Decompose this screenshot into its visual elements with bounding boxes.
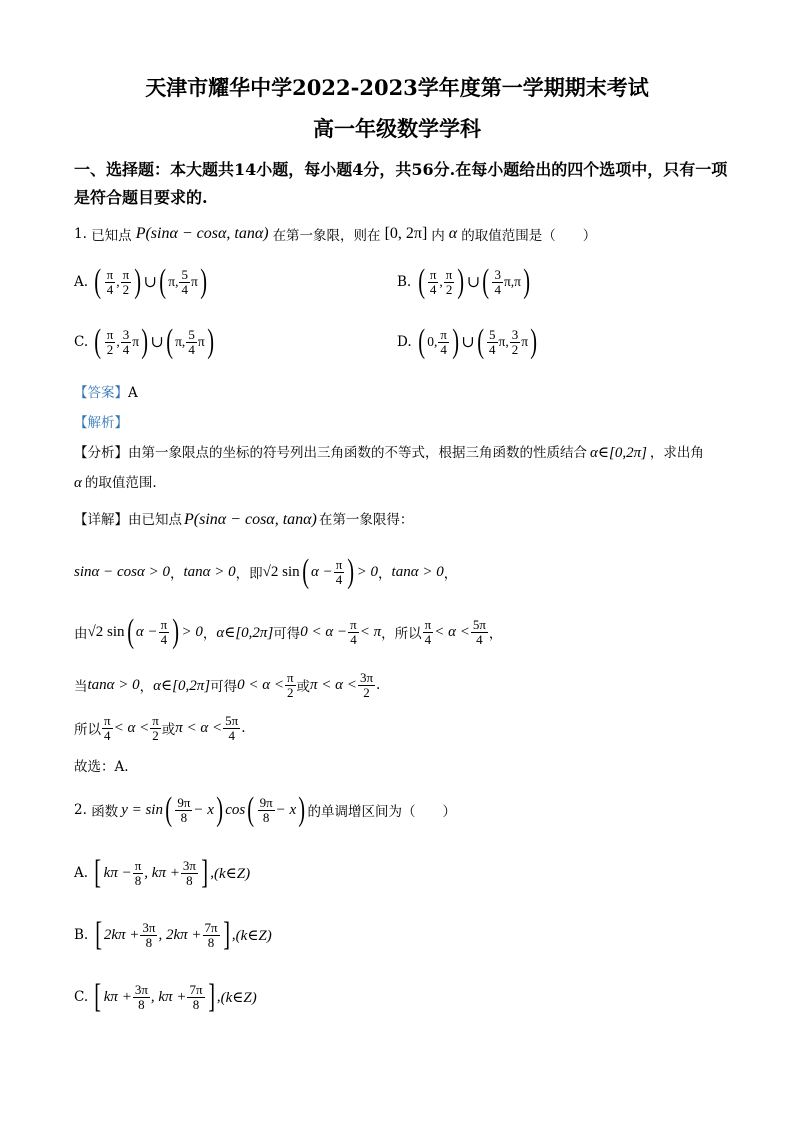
xiangjie-text: 由已知点 — [128, 512, 182, 528]
comma: ， — [170, 566, 184, 582]
answer-line — [74, 381, 138, 401]
ineq-b: π < α < — [310, 676, 357, 693]
you-text: 由 — [74, 626, 88, 642]
alpha-domain: α∈[0,2π] — [216, 624, 274, 641]
gt-zero: > 0 — [181, 623, 203, 640]
huo-text: 或 — [296, 679, 311, 695]
ji-text: ，即 — [235, 566, 263, 582]
suoyi-text: ，所以 — [381, 626, 422, 642]
paren-open: ( — [159, 263, 166, 300]
period: . — [376, 677, 381, 693]
ineq-a: 0 < α < — [237, 676, 284, 693]
comma: ， — [488, 626, 503, 642]
ineq-right: < π — [359, 623, 382, 640]
question-1-stem — [74, 220, 596, 248]
conclusion: 故选：A. — [74, 759, 129, 775]
exam-subtitle: 高一年级数学学科 — [313, 116, 481, 141]
q2-option-a: A. [ kπ − $\frac{\pi}{8}$ , kπ + $\frac{3\pi}{8}$ ] , (k∈Z) — [74, 854, 251, 891]
comma: ， — [202, 626, 217, 642]
question-2-stem: 2. 函数 y = sin ( $\frac{9\pi}{8}$ − x ) cos ( $\frac{9\pi}{8}$ − x ) 的单调增区间为（ ） — [74, 791, 457, 828]
sqrt2-sin: √2 sin — [262, 563, 300, 580]
option-label: B. — [397, 274, 412, 290]
q2-suffix: 的单调增区间为（ ） — [307, 804, 457, 820]
q1-interval: [0, 2π] — [384, 225, 428, 242]
q1-option-a: A. ( $\frac{\pi}{4}$ , $\frac{\pi}{2}$ ) ∪ ( π, $\frac{5}{4}$ π ) — [74, 263, 207, 300]
q2-option-c: C. [ kπ + $\frac{3\pi}{8}$ , kπ + $\frac{7\pi}{8}$ ] , (k∈Z) — [74, 978, 257, 1015]
k-in-z: (k∈Z) — [214, 865, 251, 882]
ineq-1: sinα − cosα > 0 — [74, 563, 170, 580]
tan-ineq: tanα > 0 — [87, 676, 140, 693]
xiangjie-point: P(sinα − cosα, tanα) — [184, 511, 317, 528]
exam-title: 天津市耀华中学2022-2023学年度第一学期期末考试 — [145, 75, 649, 100]
ineq-b: π < α < — [175, 719, 223, 736]
fenxi-text2: ，求出角 — [649, 445, 704, 461]
q1-option-c: C. ( $\frac{\pi}{2}$ , $\frac{3}{4}$ π ) ∪ ( π, $\frac{5}{4}$ π ) — [74, 323, 214, 360]
comma: ， — [443, 566, 458, 582]
step-2: 由 √2 sin ( α − $\frac{\pi}{4}$ ) > 0 ， α∈[0,2π] 可得 0 < α − $\frac{\pi}{4}$ < π ，所以 $\frac{\pi}{4}$ < α < $\frac{5\pi}{4}$ ， — [74, 613, 503, 650]
option-label: A. — [74, 865, 89, 881]
paren-close: ) — [200, 263, 207, 300]
fenxi-line1 — [74, 441, 704, 462]
frac-5-4: $\frac{5}{4}$ — [181, 266, 188, 297]
kede-text: 可得 — [273, 626, 301, 642]
ineq-a: < α < — [113, 719, 150, 736]
paren-close: ) — [134, 263, 142, 300]
step-1: sinα − cosα > 0 ， tanα > 0 ，即 √2 sin ( α − $\frac{\pi}{4}$ ) > 0 ， tanα > 0 ， — [74, 553, 458, 590]
comma: ， — [139, 679, 154, 695]
option-label: C. — [74, 334, 89, 350]
q1-alpha: α — [448, 225, 458, 242]
gt-zero: > 0 — [356, 563, 379, 580]
q1-mid: 在第一象限，则在 — [272, 228, 381, 244]
option-label: A. — [74, 274, 89, 290]
q1-prefix: 已知点 — [91, 228, 132, 244]
q1-option-d: D. ( 0, $\frac{\pi}{4}$ ) ∪ ( $\frac{5}{4}$ π, $\frac{3}{2}$ π ) — [397, 323, 538, 360]
option-label: D. — [397, 334, 412, 350]
suoyi-text: 所以 — [74, 722, 101, 738]
k-in-z: (k∈Z) — [235, 927, 272, 944]
fenxi-math: α∈[0,2π] — [590, 445, 647, 461]
comma: ， — [378, 566, 392, 582]
option-label: B. — [74, 927, 89, 943]
frac-pi-4: $\frac{\pi}{4}$ — [106, 266, 114, 297]
step-4: 所以 $\frac{\pi}{4}$ < α < $\frac{\pi}{2}$ 或 π < α < $\frac{5\pi}{4}$ . — [74, 712, 246, 743]
q1-suffix: 内 — [431, 228, 445, 244]
q1-end: 的取值范围是（ ） — [461, 228, 597, 244]
k-in-z: (k∈Z) — [220, 989, 257, 1006]
step-3: 当 tanα > 0 ， α∈[0,2π] 可得 0 < α < $\frac{\pi}{2}$ 或 π < α < $\frac{3\pi}{2}$ . — [74, 669, 381, 700]
answer-value: A — [128, 385, 138, 401]
question-number: 1. — [74, 226, 87, 242]
xiangjie-end: 在第一象限得： — [318, 512, 414, 528]
fenxi-line2 — [74, 471, 157, 492]
q2-prefix: 函数 — [91, 804, 119, 820]
alpha-domain: α∈[0,2π] — [153, 677, 211, 694]
answer-tag: 【答案】 — [74, 385, 128, 401]
alpha-symbol: α — [74, 475, 82, 491]
kede-text: 可得 — [210, 679, 238, 695]
question-number: 2. — [74, 802, 87, 818]
dang-text: 当 — [74, 679, 88, 695]
xiangjie-tag: 【详解】 — [74, 512, 128, 528]
q1-option-b: B. ( $\frac{\pi}{4}$ , $\frac{\pi}{2}$ ) ∪ ( $\frac{3}{4}$ π,π ) — [397, 263, 531, 300]
ineq-2: tanα > 0 — [183, 563, 236, 580]
fenxi-text: 由第一象限点的坐标的符号列出三角函数的不等式，根据三角函数的性质结合 — [128, 445, 587, 461]
section-heading-line2: 是符合题目要求的. — [74, 188, 208, 207]
ineq-left: 0 < α − — [300, 623, 348, 640]
q2-option-b: B. [ 2kπ + $\frac{3\pi}{8}$ , 2kπ + $\frac{7\pi}{8}$ ] , (k∈Z) — [74, 916, 272, 953]
analysis-tag: 【解析】 — [74, 415, 128, 431]
fenxi-text3: 的取值范围. — [84, 475, 157, 491]
period: . — [241, 720, 246, 736]
fenxi-tag: 【分析】 — [74, 445, 128, 461]
frac-pi-2: $\frac{\pi}{2}$ — [122, 266, 130, 297]
section-heading-line1: 一、选择题：本大题共14小题，每小题4分，共56分.在每小题给出的四个选项中，只有一项 — [74, 160, 728, 179]
func-sin: y = sin — [121, 801, 163, 818]
xiangjie-line — [74, 508, 413, 529]
func-cos: cos — [225, 801, 246, 818]
ineq-3: tanα > 0 — [391, 563, 444, 580]
ineq-mid: < α < — [434, 623, 470, 640]
q1-point: P(sinα − cosα, tanα) — [135, 225, 269, 242]
huo-text: 或 — [161, 722, 176, 738]
option-label: C. — [74, 989, 89, 1005]
paren-open: ( — [94, 263, 102, 300]
